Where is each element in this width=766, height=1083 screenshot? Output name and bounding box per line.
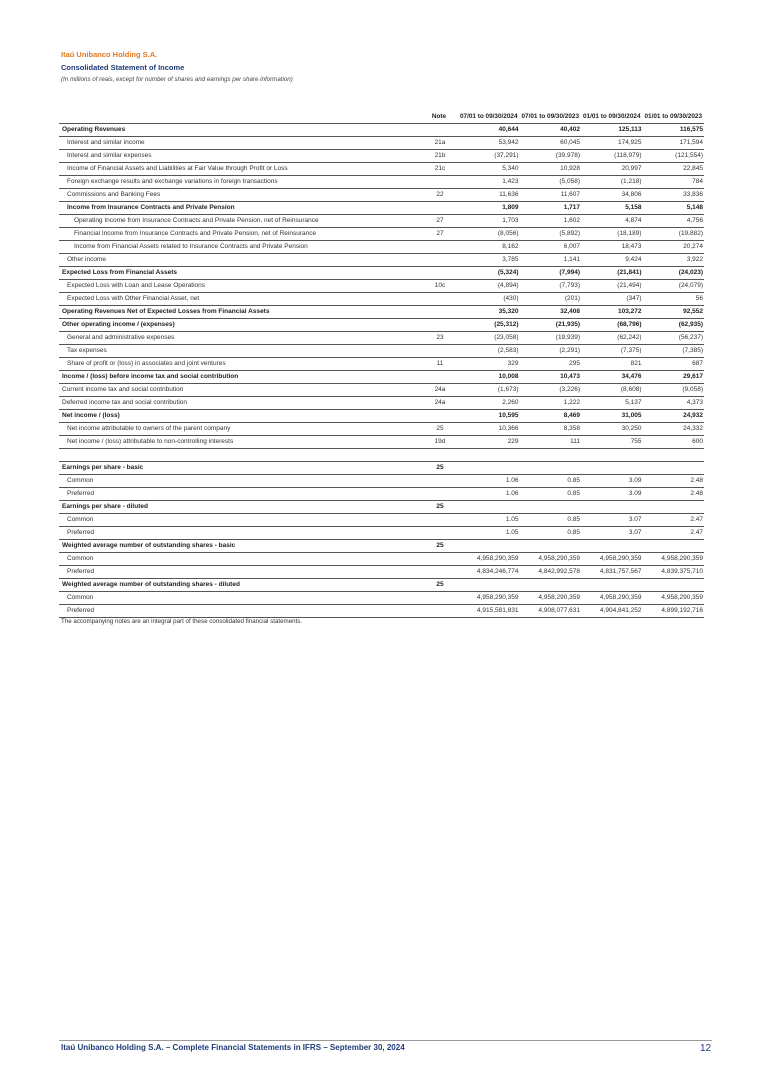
row-value: [643, 449, 705, 462]
table-row: [59, 332, 704, 345]
table-row: [59, 306, 704, 319]
row-value: 11,636: [458, 189, 520, 202]
row-label: Income from Insurance Contracts and Private Pension: [59, 202, 420, 215]
row-value: [643, 579, 705, 592]
row-value: 4,373: [643, 397, 705, 410]
row-note: 25: [420, 462, 458, 475]
row-value: (3,226): [520, 384, 582, 397]
row-value: (68,796): [581, 319, 643, 332]
row-label: Income / (loss) before income tax and social contribution: [59, 371, 420, 384]
row-value: (5,058): [520, 176, 582, 189]
row-value: (56,237): [643, 332, 705, 345]
footer-divider: [59, 1040, 712, 1041]
row-label: Interest and similar income: [59, 137, 420, 150]
row-value: 4,899,192,716: [643, 605, 705, 618]
table-row: [59, 124, 704, 137]
row-value: 1,423: [458, 176, 520, 189]
row-value: [581, 449, 643, 462]
row-note: [420, 124, 458, 137]
income-statement-table: [59, 100, 704, 618]
row-label: Earnings per share - basic: [59, 462, 420, 475]
row-value: 8,162: [458, 241, 520, 254]
row-value: [458, 462, 520, 475]
row-label: Preferred: [59, 566, 420, 579]
row-value: 4,958,290,359: [643, 592, 705, 605]
table-row: [59, 397, 704, 410]
statement-subtitle: (In millions of reais, except for number of shares and earnings per share information): [61, 76, 293, 83]
row-value: (2,291): [520, 345, 582, 358]
row-value: 3,785: [458, 254, 520, 267]
row-note: [420, 410, 458, 423]
row-value: 103,272: [581, 306, 643, 319]
row-note: [420, 319, 458, 332]
row-value: (8,056): [458, 228, 520, 241]
row-value: (24,079): [643, 280, 705, 293]
row-label: Operating Income from Insurance Contracts and Private Pension, net of Reinsurance: [59, 215, 420, 228]
company-name: Itaú Unibanco Holding S.A.: [61, 50, 158, 59]
table-row: [59, 371, 704, 384]
row-value: 5,340: [458, 163, 520, 176]
table-row: [59, 150, 704, 163]
row-note: [420, 488, 458, 501]
row-label: Net income attributable to owners of the parent company: [59, 423, 420, 436]
row-note: [420, 306, 458, 319]
row-value: 4,756: [643, 215, 705, 228]
row-label: Common: [59, 553, 420, 566]
row-value: 3,922: [643, 254, 705, 267]
row-value: [520, 501, 582, 514]
row-value: (7,385): [643, 345, 705, 358]
header-label-cell: [59, 100, 420, 124]
row-label: Common: [59, 475, 420, 488]
row-value: 0.85: [520, 514, 582, 527]
row-value: (121,554): [643, 150, 705, 163]
row-value: 4,958,290,359: [581, 592, 643, 605]
row-value: 5,158: [581, 202, 643, 215]
row-value: 2,260: [458, 397, 520, 410]
row-value: 687: [643, 358, 705, 371]
row-note: [420, 267, 458, 280]
row-value: 1.06: [458, 475, 520, 488]
row-label: Expected Loss with Loan and Lease Operations: [59, 280, 420, 293]
row-value: 34,476: [581, 371, 643, 384]
row-value: (9,058): [643, 384, 705, 397]
row-value: [643, 540, 705, 553]
row-value: 174,925: [581, 137, 643, 150]
row-note: 27: [420, 215, 458, 228]
row-label: Deferred income tax and social contribution: [59, 397, 420, 410]
table-row: [59, 189, 704, 202]
row-value: 35,320: [458, 306, 520, 319]
row-value: [581, 501, 643, 514]
row-value: 329: [458, 358, 520, 371]
row-label: Financial Income from Insurance Contracts and Private Pension, net of Reinsurance: [59, 228, 420, 241]
row-value: 4,958,290,359: [643, 553, 705, 566]
row-value: (5,892): [520, 228, 582, 241]
row-label: Current income tax and social contribution: [59, 384, 420, 397]
row-value: 10,366: [458, 423, 520, 436]
row-note: [420, 293, 458, 306]
table-row: [59, 579, 704, 592]
row-value: 755: [581, 436, 643, 449]
table-row: [59, 345, 704, 358]
row-value: 4,842,992,578: [520, 566, 582, 579]
row-value: 10,473: [520, 371, 582, 384]
row-value: 11,607: [520, 189, 582, 202]
row-value: 4,958,290,359: [520, 592, 582, 605]
row-value: 29,617: [643, 371, 705, 384]
row-note: [420, 202, 458, 215]
row-value: 0.85: [520, 527, 582, 540]
row-value: (24,023): [643, 267, 705, 280]
row-note: [420, 345, 458, 358]
row-value: 53,942: [458, 137, 520, 150]
row-value: 229: [458, 436, 520, 449]
row-note: 21b: [420, 150, 458, 163]
row-value: [581, 462, 643, 475]
table-row: [59, 462, 704, 475]
header-period-q3-2023: 07/01 to 09/30/2023: [520, 100, 582, 124]
header-note: Note: [420, 100, 458, 124]
row-note: 25: [420, 540, 458, 553]
row-value: 9,424: [581, 254, 643, 267]
table-row: [59, 449, 704, 462]
row-value: 2.48: [643, 475, 705, 488]
row-value: (21,841): [581, 267, 643, 280]
row-note: [420, 605, 458, 618]
row-value: (118,979): [581, 150, 643, 163]
row-value: 0.85: [520, 488, 582, 501]
table-row: [59, 241, 704, 254]
row-value: [458, 449, 520, 462]
row-value: 4,874: [581, 215, 643, 228]
row-value: 10,928: [520, 163, 582, 176]
row-value: 10,008: [458, 371, 520, 384]
row-label: [59, 449, 420, 462]
row-label: Foreign exchange results and exchange variations in foreign transactions: [59, 176, 420, 189]
row-value: (19,882): [643, 228, 705, 241]
row-value: 3.07: [581, 527, 643, 540]
row-note: 24a: [420, 397, 458, 410]
row-label: Share of profit or (loss) in associates and joint ventures: [59, 358, 420, 371]
page-footer-text: Itaú Unibanco Holding S.A. – Complete Financial Statements in IFRS – September 30, 2024: [61, 1043, 405, 1052]
page-number: 12: [700, 1043, 712, 1054]
row-note: [420, 514, 458, 527]
table-row: [59, 254, 704, 267]
row-value: (8,608): [581, 384, 643, 397]
row-value: (25,312): [458, 319, 520, 332]
row-note: 25: [420, 501, 458, 514]
table-header-row: [59, 100, 704, 124]
row-value: [458, 579, 520, 592]
row-value: (23,058): [458, 332, 520, 345]
row-value: 4,834,246,774: [458, 566, 520, 579]
row-value: 3.09: [581, 488, 643, 501]
row-value: 8,358: [520, 423, 582, 436]
row-value: 92,552: [643, 306, 705, 319]
row-value: 40,402: [520, 124, 582, 137]
row-note: [420, 475, 458, 488]
row-value: 600: [643, 436, 705, 449]
row-value: 295: [520, 358, 582, 371]
header-period-9m-2023: 01/01 to 09/30/2023: [643, 100, 705, 124]
row-note: 25: [420, 579, 458, 592]
row-value: 2.47: [643, 514, 705, 527]
row-value: 8,469: [520, 410, 582, 423]
row-label: Weighted average number of outstanding shares - basic: [59, 540, 420, 553]
row-value: 1,809: [458, 202, 520, 215]
table-row: [59, 592, 704, 605]
table-row: [59, 605, 704, 618]
table-row: [59, 527, 704, 540]
row-label: Other operating income / (expenses): [59, 319, 420, 332]
row-label: Expected Loss from Financial Assets: [59, 267, 420, 280]
row-label: Preferred: [59, 605, 420, 618]
row-value: [520, 540, 582, 553]
row-value: 18,473: [581, 241, 643, 254]
row-label: Weighted average number of outstanding shares - diluted: [59, 579, 420, 592]
table-row: [59, 267, 704, 280]
header-period-q3-2024: 07/01 to 09/30/2024: [458, 100, 520, 124]
row-note: [420, 241, 458, 254]
row-value: [458, 540, 520, 553]
row-label: Expected Loss with Other Financial Asset, net: [59, 293, 420, 306]
row-value: 116,575: [643, 124, 705, 137]
table-row: [59, 566, 704, 579]
row-value: 6,007: [520, 241, 582, 254]
row-value: 3.07: [581, 514, 643, 527]
row-value: 60,045: [520, 137, 582, 150]
row-value: 4,915,581,831: [458, 605, 520, 618]
row-label: Income of Financial Assets and Liabilities at Fair Value through Profit or Loss: [59, 163, 420, 176]
row-value: 1,602: [520, 215, 582, 228]
row-label: Common: [59, 592, 420, 605]
row-label: Operating Revenues Net of Expected Losses from Financial Assets: [59, 306, 420, 319]
row-note: [420, 566, 458, 579]
row-value: (2,583): [458, 345, 520, 358]
row-note: [420, 553, 458, 566]
row-note: 24a: [420, 384, 458, 397]
row-value: 125,113: [581, 124, 643, 137]
row-label: Earnings per share - diluted: [59, 501, 420, 514]
row-value: (18,189): [581, 228, 643, 241]
row-label: Net income / (loss) attributable to non-controlling interests: [59, 436, 420, 449]
row-value: 4,839,375,710: [643, 566, 705, 579]
row-value: 24,332: [643, 423, 705, 436]
row-value: 4,958,290,359: [581, 553, 643, 566]
row-value: 1,222: [520, 397, 582, 410]
row-value: (1,218): [581, 176, 643, 189]
row-value: 2.48: [643, 488, 705, 501]
table-row: [59, 410, 704, 423]
row-value: 32,408: [520, 306, 582, 319]
row-value: 5,148: [643, 202, 705, 215]
row-value: 5,137: [581, 397, 643, 410]
row-value: 34,806: [581, 189, 643, 202]
row-value: [581, 579, 643, 592]
row-value: (201): [520, 293, 582, 306]
row-value: (21,494): [581, 280, 643, 293]
row-value: 4,908,077,631: [520, 605, 582, 618]
table-row: [59, 501, 704, 514]
row-value: (19,939): [520, 332, 582, 345]
row-note: 21a: [420, 137, 458, 150]
row-value: (7,994): [520, 267, 582, 280]
row-value: 24,932: [643, 410, 705, 423]
table-row: [59, 423, 704, 436]
row-value: (21,935): [520, 319, 582, 332]
row-label: Common: [59, 514, 420, 527]
row-value: (39,978): [520, 150, 582, 163]
row-value: 4,958,290,359: [520, 553, 582, 566]
row-note: [420, 254, 458, 267]
row-value: [520, 462, 582, 475]
footnote: The accompanying notes are an integral part of these consolidated financial statements.: [61, 618, 303, 625]
table-row: [59, 293, 704, 306]
table-body: [59, 124, 704, 618]
row-value: 33,836: [643, 189, 705, 202]
row-value: (37,291): [458, 150, 520, 163]
row-label: Preferred: [59, 527, 420, 540]
row-value: 4,958,290,359: [458, 553, 520, 566]
row-note: 27: [420, 228, 458, 241]
row-value: 171,594: [643, 137, 705, 150]
row-note: [420, 527, 458, 540]
row-value: 20,274: [643, 241, 705, 254]
row-value: [458, 501, 520, 514]
row-label: Net income / (loss): [59, 410, 420, 423]
row-value: (5,324): [458, 267, 520, 280]
table-row: [59, 514, 704, 527]
row-value: 1,141: [520, 254, 582, 267]
row-value: [643, 501, 705, 514]
row-value: [643, 462, 705, 475]
row-value: [520, 579, 582, 592]
table-row: [59, 319, 704, 332]
row-value: 10,595: [458, 410, 520, 423]
row-value: (1,673): [458, 384, 520, 397]
row-note: 22: [420, 189, 458, 202]
table-row: [59, 488, 704, 501]
row-note: 11: [420, 358, 458, 371]
table-row: [59, 358, 704, 371]
row-value: 4,904,841,252: [581, 605, 643, 618]
table-row: [59, 280, 704, 293]
row-note: 10c: [420, 280, 458, 293]
row-value: 30,250: [581, 423, 643, 436]
table-row: [59, 137, 704, 150]
row-value: 784: [643, 176, 705, 189]
row-value: 1,717: [520, 202, 582, 215]
statement-title: Consolidated Statement of Income: [61, 63, 185, 72]
row-value: 3.09: [581, 475, 643, 488]
row-value: 56: [643, 293, 705, 306]
table-row: [59, 176, 704, 189]
row-value: 22,845: [643, 163, 705, 176]
row-label: Income from Financial Assets related to Insurance Contracts and Private Pension: [59, 241, 420, 254]
row-label: Tax expenses: [59, 345, 420, 358]
row-label: Operating Revenues: [59, 124, 420, 137]
row-value: [520, 449, 582, 462]
row-label: Other income: [59, 254, 420, 267]
table-row: [59, 553, 704, 566]
row-value: (4,894): [458, 280, 520, 293]
row-value: 4,958,290,359: [458, 592, 520, 605]
row-value: 111: [520, 436, 582, 449]
row-value: 31,005: [581, 410, 643, 423]
row-value: 1,703: [458, 215, 520, 228]
row-note: [420, 592, 458, 605]
table-row: [59, 540, 704, 553]
table-row: [59, 215, 704, 228]
row-note: [420, 371, 458, 384]
row-value: 2.47: [643, 527, 705, 540]
row-label: Commissions and Banking Fees: [59, 189, 420, 202]
row-note: 23: [420, 332, 458, 345]
row-value: 821: [581, 358, 643, 371]
table-row: [59, 228, 704, 241]
table-row: [59, 436, 704, 449]
row-value: (7,793): [520, 280, 582, 293]
row-value: (347): [581, 293, 643, 306]
row-note: 21c: [420, 163, 458, 176]
row-label: General and administrative expenses: [59, 332, 420, 345]
row-value: (7,375): [581, 345, 643, 358]
row-value: 20,997: [581, 163, 643, 176]
row-label: Interest and similar expenses: [59, 150, 420, 163]
row-value: 4,831,757,567: [581, 566, 643, 579]
row-note: [420, 176, 458, 189]
row-value: [581, 540, 643, 553]
header-period-9m-2024: 01/01 to 09/30/2024: [581, 100, 643, 124]
row-label: Preferred: [59, 488, 420, 501]
row-value: 0.85: [520, 475, 582, 488]
row-value: (430): [458, 293, 520, 306]
row-value: (62,935): [643, 319, 705, 332]
table-row: [59, 202, 704, 215]
table-row: [59, 163, 704, 176]
row-value: (62,242): [581, 332, 643, 345]
row-value: 1.05: [458, 514, 520, 527]
row-value: 1.06: [458, 488, 520, 501]
table-row: [59, 384, 704, 397]
row-value: 1.05: [458, 527, 520, 540]
row-note: [420, 449, 458, 462]
row-value: 40,644: [458, 124, 520, 137]
row-note: 25: [420, 423, 458, 436]
table-row: [59, 475, 704, 488]
row-note: 19d: [420, 436, 458, 449]
